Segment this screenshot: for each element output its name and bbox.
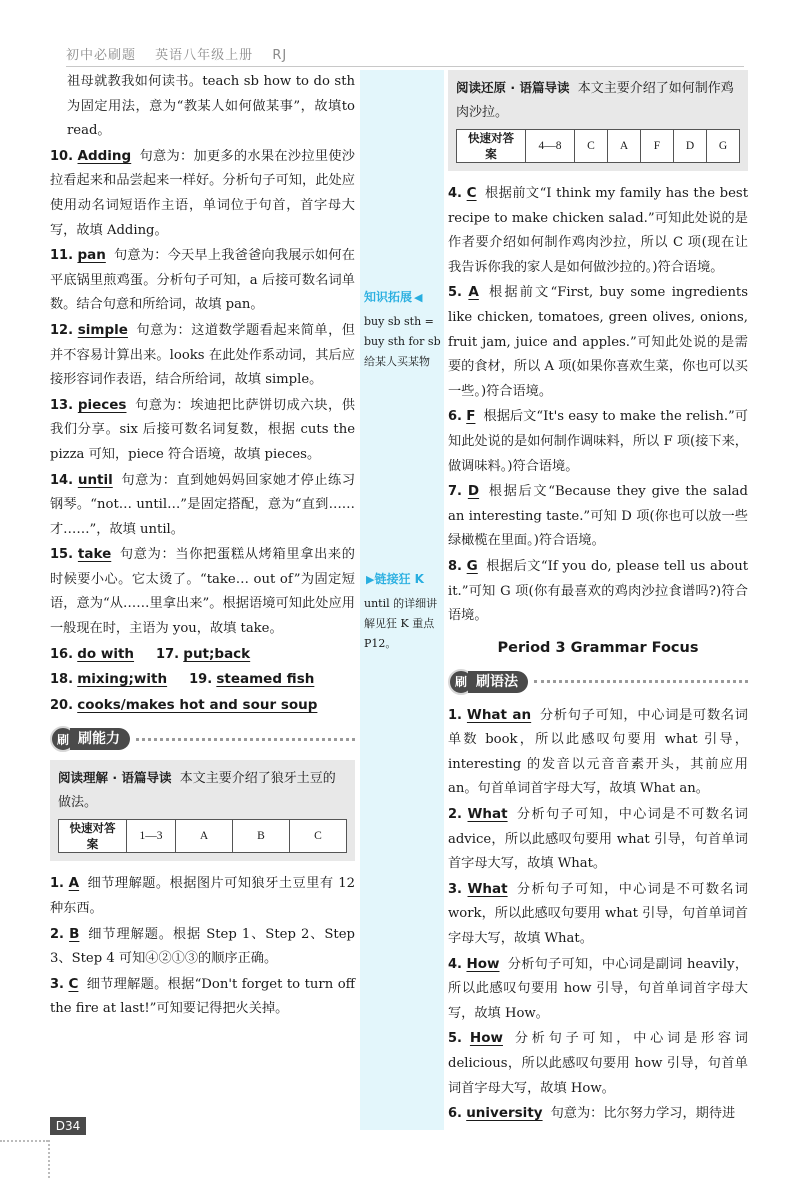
guide-title: 阅读还原 · 语篇导读 (456, 80, 570, 95)
edition-label: RJ (272, 48, 288, 63)
pen-icon: 刷 (50, 726, 76, 752)
item-number: 8. (448, 558, 462, 574)
short-answer-row (50, 667, 355, 693)
item-answer: What an (466, 706, 532, 723)
answer-cell: A (176, 820, 233, 853)
guide-title: 阅读理解 · 语篇导读 (58, 770, 172, 786)
item-explanation: 句意为：今天早上我爸爸向我展示如何在平底锅里煎鸡蛋。分析句子可知，a 后接可数名词单数。结合句意和所给词，故填 pan。 (50, 248, 355, 313)
item-answer: How (469, 1030, 503, 1047)
item-answer: cooks/makes hot and sour soup (77, 696, 318, 713)
answer-item (50, 871, 355, 921)
item-answer: What (467, 806, 508, 823)
answer-item (448, 703, 748, 802)
reading-answer-list (50, 871, 355, 1022)
subject-title: 英语八年级上册 (155, 48, 254, 63)
answer-item (448, 952, 748, 1027)
knowledge-extension-note: buy sb sth = buy sth for sb 给某人买某物 (364, 315, 441, 368)
link-label (364, 570, 424, 587)
item-answer: What (467, 880, 508, 897)
item-answer: How (466, 955, 500, 972)
answer-item (50, 972, 355, 1022)
item-number: 6. (448, 409, 462, 425)
guide-summary: 本文主要介绍了如何制作鸡肉沙拉。 (456, 81, 734, 120)
guide-text (58, 766, 347, 815)
item-number: 11. (50, 248, 74, 264)
item-answer: C (466, 185, 477, 201)
item-explanation: 句意为：当你把蛋糕从烤箱里拿出来的时候要小心。它太烫了。“take… out of”为固定短语，意为“从……里拿出来”。根据语境可知此处应用一般现在时，主语为 you，故填 take。 (50, 547, 355, 637)
answer-item (50, 318, 355, 393)
quick-answer-table (58, 819, 347, 853)
item-answer: university (466, 1105, 543, 1122)
answer-item (448, 1026, 748, 1101)
item-answer: A (68, 875, 80, 892)
period-title: Period 3 Grammar Focus (497, 639, 699, 656)
item-explanation: 根据前文“I think my family has the best recipe to make chicken salad.”可知此处说的是作者要介绍如何制作鸡肉沙拉，所以 C 项(现在让我告诉你我的家人是如何做沙拉的。)符合语境。 (448, 186, 748, 275)
item-answer: mixing;with (77, 671, 168, 688)
guide-summary: 本文主要介绍了狼牙土豆的做法。 (58, 771, 336, 811)
ability-section-tag (50, 726, 355, 752)
item-answer: C (68, 975, 79, 992)
answer-cell: G (707, 130, 740, 163)
note-label-text: 链接狂 K (374, 572, 424, 586)
item-explanation: 句意为：加更多的水果在沙拉里使沙拉看起来和品尝起来一样好。分析句子可知，此处应使用动名词短语作主语，单词位于句首，首字母大写，故填 Adding。 (50, 148, 355, 238)
item-explanation: 根据后文“It's easy to make the relish.”可知此处说的是如何制作调味料，所以 F 项(接下来，做调味料。)符合语境。 (448, 409, 748, 474)
answer-cell: C (575, 130, 608, 163)
answer-item (448, 404, 748, 479)
item-answer: simple (77, 321, 128, 338)
item-number: 15. (50, 547, 74, 563)
series-title: 初中必刷题 (66, 48, 137, 63)
item-number: 2. (50, 926, 64, 942)
item-answer: Adding (77, 147, 132, 164)
item-number: 2. (448, 807, 462, 823)
item-answer: pan (77, 247, 106, 264)
page-header (66, 44, 301, 66)
item-answer: B (69, 925, 80, 942)
note-label-text: 知识拓展 (364, 290, 413, 304)
item-number: 16. (50, 646, 74, 662)
item-explanation: 细节理解题。根据 Step 1、Step 2、Step 3、Step 4 可知④②①③的顺序正确。 (50, 926, 355, 967)
answer-cell: F (641, 130, 674, 163)
answer-range: 1—3 (127, 820, 176, 853)
answer-item (448, 1101, 748, 1127)
answer-cell: C (290, 820, 347, 853)
link-note: until 的详细讲解见狂 K 重点 P12。 (364, 597, 438, 650)
answer-item (50, 468, 355, 543)
side-notes-column (360, 70, 444, 1130)
answer-item (448, 802, 748, 877)
item-explanation: 分析句子可知，中心词是副词 heavily，所以此感叹句要用 how 引导，句首单词首字母大写，故填 How。 (448, 956, 749, 1021)
section-label: 刷语法 (468, 671, 528, 693)
pen-icon: 刷 (448, 669, 474, 695)
item-explanation: 分析句子可知，中心词是可数名词单数 book，所以此感叹句要用 what 引导，interesting 的发音以元音音素开头，其前应用 an。句首单词首字母大写，故填 What an。 (448, 707, 748, 797)
knowledge-extension-label (364, 288, 422, 305)
item-explanation: 细节理解题。根据图片可知狼牙土豆里有 12 种东西。 (50, 876, 355, 917)
guide-text (456, 76, 740, 125)
quick-answer-label: 快速对答案 (59, 820, 127, 853)
header-divider (66, 66, 744, 67)
item-number: 19. (189, 672, 213, 688)
short-answer-list (50, 642, 355, 719)
item-number: 1. (50, 876, 64, 892)
grammar-section-tag (448, 669, 748, 695)
item-number: 10. (50, 148, 74, 164)
item-explanation: 根据前文“First, buy some ingredients like chicken, tomatoes, green olives, onions, fruit jam, juice and apples.”可知此处说的是需要的食材，所以 A 项(如果你喜欢生菜，你也可以买一些。)符合语境。 (448, 285, 748, 399)
item-answer: G (466, 557, 478, 574)
item-number: 7. (448, 484, 462, 500)
restore-answer-list (448, 181, 748, 629)
section-label: 刷能力 (70, 728, 130, 750)
item-number: 1. (448, 707, 462, 723)
item-number: 4. (448, 956, 462, 972)
answer-item (448, 181, 748, 280)
reading-guide-box (50, 760, 355, 861)
item-explanation: 分析句子可知，中心词是不可数名词 work，所以此感叹句要用 what 引导，句首单词首字母大写，故填 What。 (448, 881, 748, 947)
item-number: 3. (50, 976, 64, 992)
item-number: 5. (448, 285, 462, 301)
arrow-icon: ◀ (414, 291, 423, 304)
item-number: 5. (448, 1031, 462, 1047)
item-explanation: 分析句子可知，中心词是不可数名词 advice，所以此感叹句要用 what 引导，句首单词首字母大写，故填 What。 (448, 807, 748, 872)
item-answer: take (77, 546, 112, 563)
intro-paragraph: 祖母就教我如何读书。teach sb how to do sth为固定用法，意为“教某人如何做某事”，故填to read。 (67, 74, 355, 139)
item-answer: do with (77, 645, 135, 662)
item-explanation: 句意为：比尔努力学习，期待进 (550, 1106, 736, 1122)
answer-item (448, 554, 748, 629)
item-answer: pieces (77, 396, 127, 413)
item-number: 3. (448, 881, 462, 897)
left-column (50, 70, 355, 1022)
answer-item (50, 542, 355, 641)
answer-item (50, 922, 355, 972)
answer-cell: D (674, 130, 707, 163)
answer-range: 4—8 (526, 130, 575, 163)
item-number: 4. (448, 186, 462, 201)
item-explanation: 分析句子可知，中心词是形容词 delicious，所以此感叹句要用 how 引导，句首单词首字母大写，故填 How。 (448, 1031, 748, 1096)
item-number: 20. (50, 697, 74, 713)
item-explanation: 根据后文“Because they give the salad an interesting taste.”可知 D 项(你也可以放一些绿橄榄在里面。)符合语境。 (448, 484, 748, 549)
item-number: 18. (50, 672, 74, 688)
item-answer: steamed fish (216, 671, 315, 688)
item-answer: put;back (183, 645, 251, 662)
item-answer: F (466, 408, 476, 425)
answer-item (50, 243, 355, 318)
dotted-divider (136, 738, 355, 741)
item-explanation: 根据后文“If you do, please tell us about it.”可知 G 项(你有最喜欢的鸡肉沙拉食谱吗?)符合语境。 (448, 558, 748, 624)
item-number: 14. (50, 472, 74, 488)
answer-cell: A (608, 130, 641, 163)
answer-item (50, 393, 355, 468)
item-answer: until (77, 471, 113, 488)
answer-item (448, 479, 748, 554)
short-answer-row (50, 693, 355, 719)
corner-dots (48, 1140, 50, 1178)
arrow-icon: ▶ (366, 573, 375, 586)
item-number: 12. (50, 322, 74, 338)
item-number: 6. (448, 1106, 462, 1122)
right-column (448, 70, 748, 1127)
corner-dots (0, 1140, 48, 1142)
dotted-divider (534, 680, 748, 683)
quick-answer-label: 快速对答案 (457, 130, 526, 163)
item-explanation: 句意为：埃迪把比萨饼切成六块，供我们分享。six 后接可数名词复数，根据 cuts the pizza 可知，piece 符合语境，故填 pieces。 (50, 397, 355, 462)
item-number: 13. (50, 397, 74, 413)
reading-restore-guide-box (448, 70, 748, 171)
left-answer-list (50, 144, 355, 642)
answer-cell: B (233, 820, 290, 853)
quick-answer-table (456, 129, 740, 163)
item-explanation: 句意为：直到她妈妈回家她才停止练习钢琴。“not… until…”是固定搭配，意为“直到……才……”，故填 until。 (50, 472, 356, 537)
short-answer-row (50, 642, 355, 668)
item-answer: D (467, 483, 480, 500)
item-number: 17. (156, 646, 180, 662)
item-answer: A (468, 284, 479, 301)
item-explanation: 细节理解题。根据“Don't forget to turn off the fire at last!”可知要记得把火关掉。 (50, 976, 355, 1017)
answer-item (50, 144, 355, 243)
item-explanation: 句意为：这道数学题看起来简单，但并不容易计算出来。looks 在此处作系动词，其后应接形容词作表语，结合所给词，故填 simple。 (50, 322, 355, 388)
answer-item (448, 280, 748, 404)
answer-item (448, 877, 748, 952)
grammar-answer-list (448, 703, 748, 1127)
page-number: D34 (50, 1117, 86, 1135)
